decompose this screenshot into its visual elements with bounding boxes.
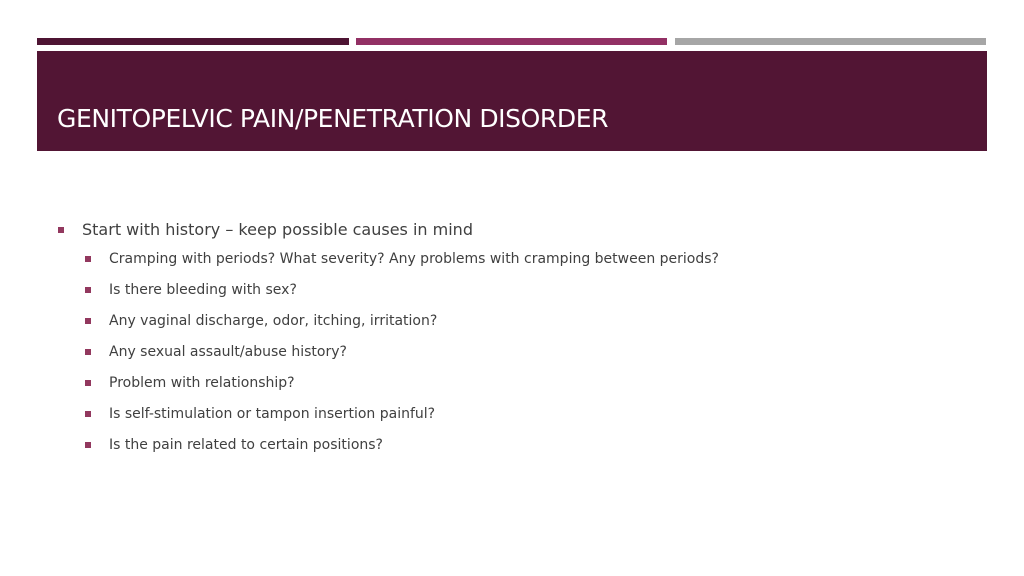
sub-bullet-text: Is there bleeding with sex? [109, 282, 297, 298]
square-bullet-icon [85, 380, 91, 386]
square-bullet-icon [85, 318, 91, 324]
main-bullet-text: Start with history – keep possible causes in mind [82, 220, 473, 239]
title-band [37, 51, 987, 151]
sub-bullet-text: Is the pain related to certain positions? [109, 437, 383, 453]
sub-bullet-text: Is self-stimulation or tampon insertion painful? [109, 406, 436, 422]
accent-bar-magenta [356, 38, 667, 45]
sub-bullet-text: Problem with relationship? [109, 375, 295, 391]
square-bullet-icon [85, 349, 91, 355]
sub-bullet-text: Cramping with periods? What severity? Any problems with cramping between periods? [109, 251, 719, 267]
square-bullet-icon [58, 227, 64, 233]
square-bullet-icon [85, 411, 91, 417]
accent-bar-gray [675, 38, 986, 45]
main-bullet-item [57, 217, 957, 243]
square-bullet-icon [85, 287, 91, 293]
slide-content [57, 217, 957, 466]
slide-title: GENITOPELVIC PAIN/PENETRATION DISORDER [57, 104, 609, 133]
sub-bullet-item [57, 404, 957, 424]
sub-bullet-item [57, 311, 957, 331]
sub-bullet-list [57, 249, 957, 455]
square-bullet-icon [85, 442, 91, 448]
accent-bar-dark [37, 38, 349, 45]
square-bullet-icon [85, 256, 91, 262]
sub-bullet-item [57, 249, 957, 269]
sub-bullet-text: Any sexual assault/abuse history? [109, 344, 347, 360]
sub-bullet-item [57, 280, 957, 300]
sub-bullet-item [57, 373, 957, 393]
sub-bullet-item [57, 435, 957, 455]
sub-bullet-item [57, 342, 957, 362]
sub-bullet-text: Any vaginal discharge, odor, itching, irritation? [109, 313, 438, 329]
